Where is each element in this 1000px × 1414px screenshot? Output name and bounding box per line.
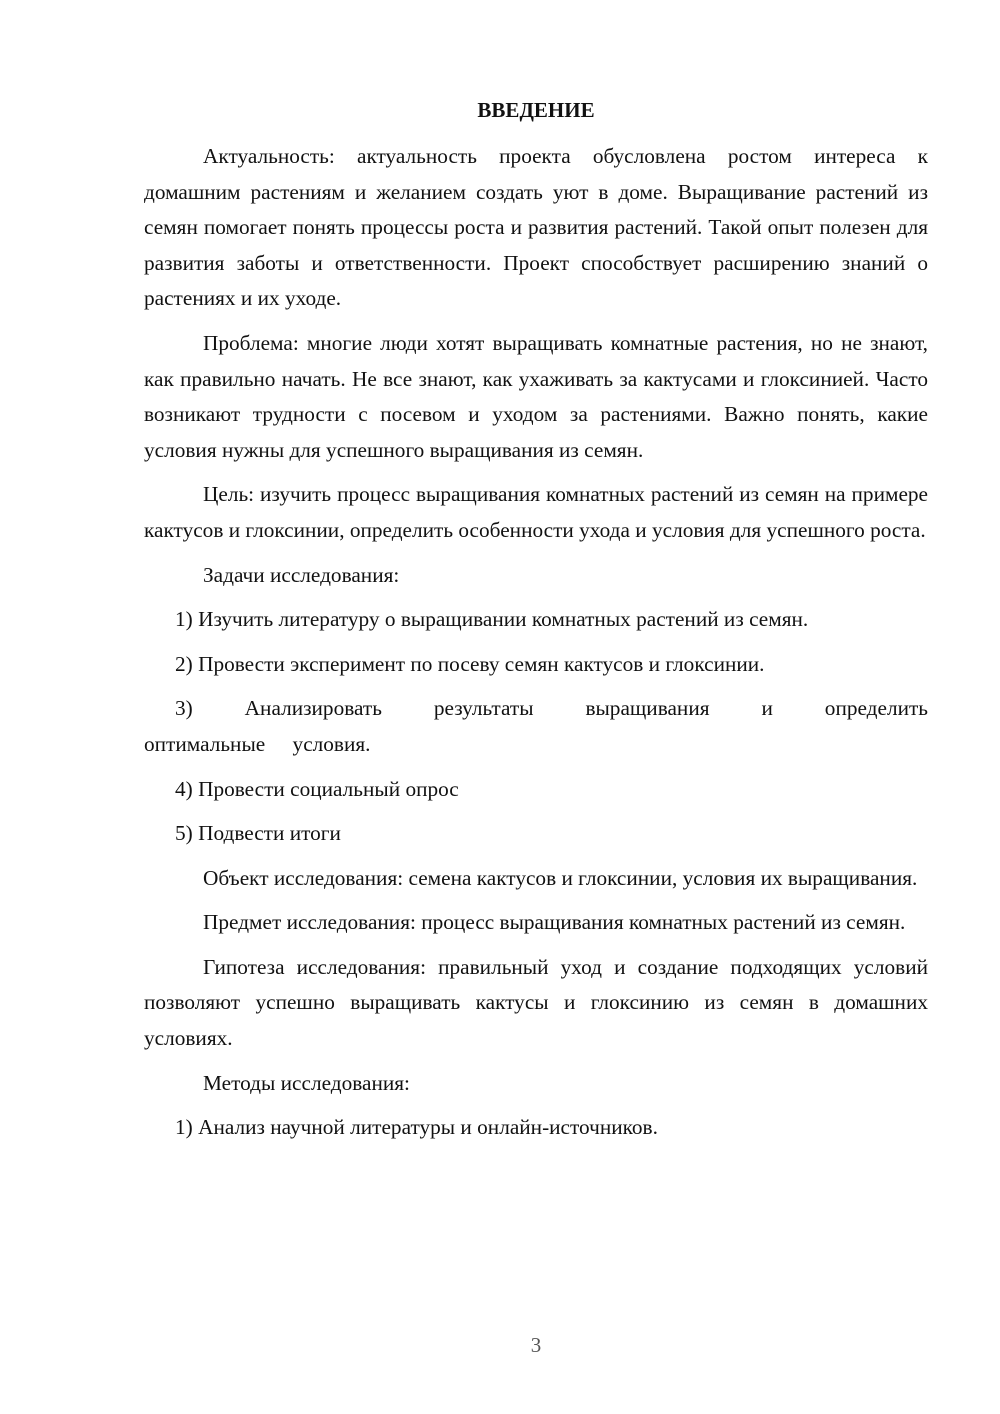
subject-paragraph: Предмет исследования: процесс выращивания комнатных растений из семян. [203,910,906,935]
task-item-5: 5) Подвести итоги [175,821,341,846]
methods-title: Методы исследования: [203,1070,410,1095]
tasks-title: Задачи исследования: [203,562,400,587]
page-number: 3 [530,1333,542,1357]
task-item-4: 4) Провести социальный опрос [175,776,459,801]
relevance-paragraph: Актуальность: актуальность проекта обусловлена ростом интереса к домашним растениям и желанием создать уют в доме. Выращивание растений из семян помогает понять процессы роста и развития растений. Такой опыт полезен для развития заботы и ответственности. Проект способствует расширению знаний о растениях и их уходе. [144,144,928,311]
page-title: ВВЕДЕНИЕ [477,98,595,122]
task-item-3: 3) Анализировать результаты выращивания и определить оптимальные условия. [144,696,928,756]
method-item-1: 1) Анализ научной литературы и онлайн-источников. [175,1115,658,1140]
task-item-1: 1) Изучить литературу о выращивании комнатных растений из семян. [175,607,809,632]
hypothesis-paragraph: Гипотеза исследования: правильный уход и создание подходящих условий позволяют успешно выращивать кактусы и глоксинию из семян в домашних условиях. [144,954,928,1051]
problem-paragraph: Проблема: многие люди хотят выращивать комнатные растения, но не знают, как правильно начать. Не все знают, как ухаживать за кактусами и глоксинией. Часто возникают трудности с посевом и уходом за растениями. Важно понять, какие условия нужны для успешного выращивания из семян. [144,330,928,462]
goal-paragraph: Цель: изучить процесс выращивания комнатных растений из семян на примере кактусов и глоксинии, определить особенности ухода и условия для успешного роста. [144,482,928,542]
object-paragraph: Объект исследования: семена кактусов и глоксинии, условия их выращивания. [203,865,918,890]
document-page [144,95,928,1146]
task-item-2: 2) Провести эксперимент по посеву семян кактусов и глоксинии. [175,651,765,676]
